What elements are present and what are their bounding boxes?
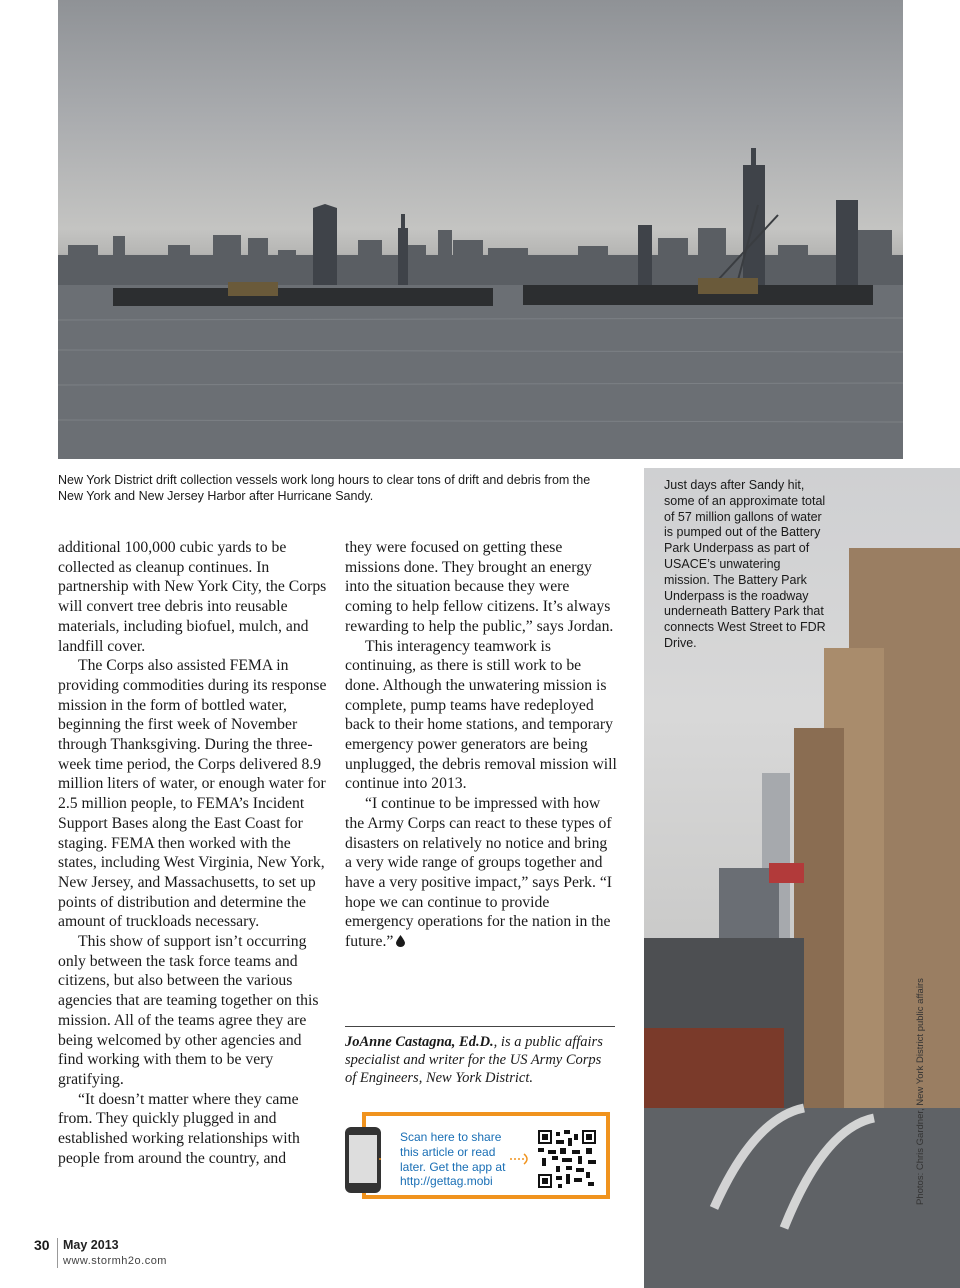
article-paragraph (345, 794, 617, 952)
author-bio-text: , is a public affairs specialist and writer for the US Army Corps of Engineers, New York District. (345, 1034, 603, 1086)
qr-code-icon[interactable] (538, 1130, 596, 1188)
article-column-2 (345, 538, 617, 952)
article-paragraph: The Corps also assisted FEMA in providing commodities during its response mission in the form of bottled water, beginning the first week of November through Thanksgiving. During the three-week time period, the Corps delivered 8.9 million liters of water, or enough water for 2.5 million people, to FEMA’s Incident Support Bases along the East Coast for staging. FEMA then worked with the states, including West Virginia, New York, New Jersey, and Massachusetts, to set up points of distribution and determine the amount of truckloads necessary. (58, 657, 327, 931)
harbor-skyline-photo (58, 0, 903, 459)
article-paragraph: “It doesn’t matter where they came from. They quickly plugged in and established working relationships with people from around the country, and (58, 1090, 300, 1167)
right-photo-caption: Just days after Sandy hit, some of an approximate total of 57 million gallons of water is pumped out of the Battery Park Underpass as part of USACE’s unwatering mission. The Battery Park Underpass is the roadway underneath Battery Park that connects West Street to FDR Drive. (664, 478, 826, 650)
article-paragraph: This interagency teamwork is continuing, as there is still work to be done. Although the unwatering mission is complete, pump teams have redeployed back to their home stations, and temporary emergency power generators are being unplugged, the debris removal mission will continue into 2013. (345, 637, 617, 793)
author-bio (345, 1026, 615, 1087)
page-number: 30 (34, 1237, 50, 1253)
website-link[interactable]: www.stormh2o.com (63, 1255, 167, 1267)
article-paragraph: This show of support isn’t occurring only between the task force teams and citizens, but also between the various agencies that are teaming together on this mission. All of the teams agree they are being welcomed by other agencies and find working with them to be very gratifying. (58, 933, 319, 1088)
top-photo-caption: New York District drift collection vessels work long hours to clear tons of drift and debris from the New York and New Jersey Harbor after Hurricane Sandy. (58, 473, 591, 503)
arrow-icon (510, 1152, 532, 1166)
author-name: JoAnne Castagna, Ed.D. (345, 1034, 494, 1050)
photo-credit: Photos: Chris Gardner, New York District public affairs (915, 978, 926, 1205)
water-drop-icon (396, 935, 405, 947)
phone-icon (343, 1125, 383, 1195)
article-paragraph-text: “I continue to be impressed with how the Army Corps can react to these types of disasters on relatively no notice and bring a very wide range of groups together and have a very positive impact,” says Perk. “I hope we can continue to provide emergency operations for the nation in the future.” (345, 795, 613, 951)
article-paragraph: additional 100,000 cubic yards to be collected as cleanup continues. In partnership with New York City, the Corps will convert tree debris into reusable materials, including biofuel, mulch, and landfill cover. (58, 539, 327, 655)
issue-date: May 2013 (63, 1238, 119, 1252)
footer-divider (57, 1238, 58, 1268)
article-column-1 (58, 538, 330, 1169)
article-paragraph: they were focused on getting these missions done. They brought an energy into the situation because they were coming to help fellow citizens. It’s always rewarding to help the public,” says Jordan. (345, 539, 614, 635)
tag-instructions[interactable]: Scan here to share this article or read later. Get the app at http://gettag.mobi (400, 1130, 506, 1189)
